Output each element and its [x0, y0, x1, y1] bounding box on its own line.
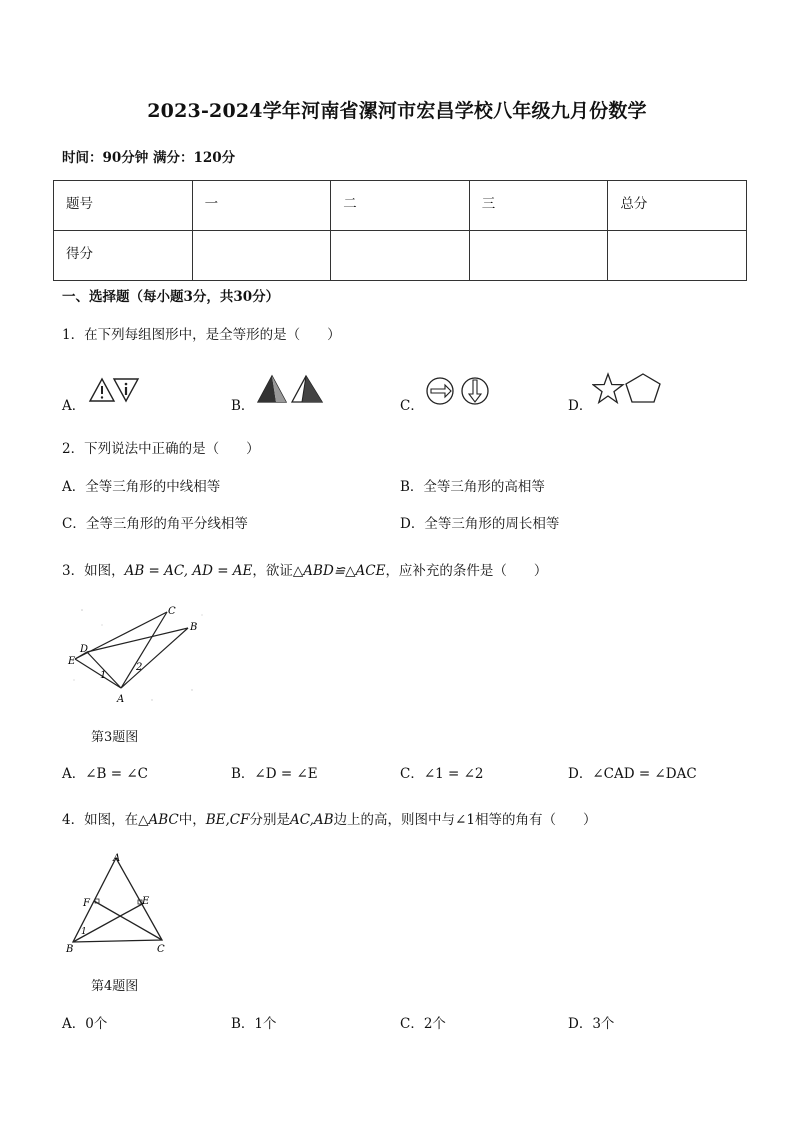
q3-label-2: 2 [136, 662, 143, 673]
q4-stem-suffix: 边上的高，则图中与∠1相等的角有（ ） [333, 812, 597, 828]
table-cell: 总分 [608, 181, 747, 231]
question-4-stem [62, 808, 596, 828]
table-row [54, 181, 747, 231]
q1-option-d-label: D． [568, 398, 593, 414]
q4-stem-mid2: 分别是 [249, 812, 290, 828]
page-title: 2023-2024学年河南省漯河市宏昌学校八年级九月份数学 [147, 100, 647, 122]
q2-option-d: D．全等三角形的周长相等 [400, 516, 560, 532]
q3-label-a: A [117, 694, 125, 705]
time-score-line: 时间：90分钟 满分：120分 [62, 150, 236, 166]
q1-option-c-label: C． [400, 398, 424, 414]
score-table [53, 180, 747, 281]
q3-figure [62, 600, 212, 710]
q3-label-e: E [68, 656, 76, 667]
q3-option-b: B．∠D = ∠E [231, 766, 318, 782]
table-cell: 得分 [54, 231, 193, 281]
q4-caption: 第4题图 [91, 979, 139, 994]
q4-label-a: A [113, 853, 121, 864]
table-cell: 二 [331, 181, 470, 231]
q4-option-c: C．2个 [400, 1016, 446, 1032]
q3-stem-prefix: 3．如图， [62, 563, 125, 579]
table-row [54, 231, 747, 281]
q1-option-b-figure [256, 374, 326, 404]
question-2-stem: 2．下列说法中正确的是（ ） [62, 441, 260, 457]
table-cell: 一 [192, 181, 331, 231]
q4-stem-math2: BE,CF [205, 812, 250, 828]
q3-option-c: C．∠1 = ∠2 [400, 766, 484, 782]
section-heading: 一、选择题（每小题3分，共30分） [62, 289, 280, 305]
table-cell: 三 [469, 181, 608, 231]
q4-stem-math: △ABC [138, 812, 179, 828]
q4-stem-math3: AC,AB [290, 812, 334, 828]
q4-label-e: E [142, 896, 150, 907]
q1-option-d-figure [592, 372, 664, 406]
q3-option-a: A．∠B = ∠C [62, 766, 149, 782]
q1-option-b-label: B． [231, 398, 255, 414]
q4-label-c: C [157, 944, 165, 955]
q4-option-b: B．1个 [231, 1016, 277, 1032]
q4-stem-mid: 中， [178, 812, 206, 828]
table-cell: 题号 [54, 181, 193, 231]
q3-stem-suffix: ，应补充的条件是（ ） [385, 563, 548, 579]
question-1-stem: 1．在下列每组图形中，是全等形的是（ ） [62, 327, 341, 343]
table-cell [331, 231, 470, 281]
q3-stem-math2: △ABD≌△ACE [292, 563, 386, 579]
q3-label-c: C [168, 606, 176, 617]
q4-stem-prefix: 4．如图，在 [62, 812, 139, 828]
table-cell [192, 231, 331, 281]
q3-caption: 第3题图 [91, 730, 139, 745]
table-cell [608, 231, 747, 281]
q4-option-a: A．0个 [62, 1016, 108, 1032]
q1-option-a-figure [88, 376, 140, 404]
q3-label-1: 1 [100, 670, 107, 681]
q1-option-c-figure [425, 377, 491, 407]
q2-option-b: B．全等三角形的高相等 [400, 479, 545, 495]
q3-label-b: B [190, 622, 198, 633]
q1-option-a-label: A． [62, 398, 86, 414]
q4-label-f: F [83, 898, 90, 909]
q4-option-d: D．3个 [568, 1016, 615, 1032]
q3-stem-mid: ，欲证 [252, 563, 293, 579]
q2-option-a: A．全等三角形的中线相等 [62, 479, 221, 495]
question-3-stem [62, 559, 547, 579]
q4-label-b: B [66, 944, 74, 955]
q2-option-c: C．全等三角形的角平分线相等 [62, 516, 248, 532]
table-cell [469, 231, 608, 281]
q3-label-d: D [80, 644, 89, 655]
q4-figure [62, 848, 182, 958]
q3-option-d: D．∠CAD = ∠DAC [568, 766, 697, 782]
q3-stem-math: AB = AC, AD = AE [124, 563, 253, 579]
q4-label-1: 1 [81, 927, 87, 937]
